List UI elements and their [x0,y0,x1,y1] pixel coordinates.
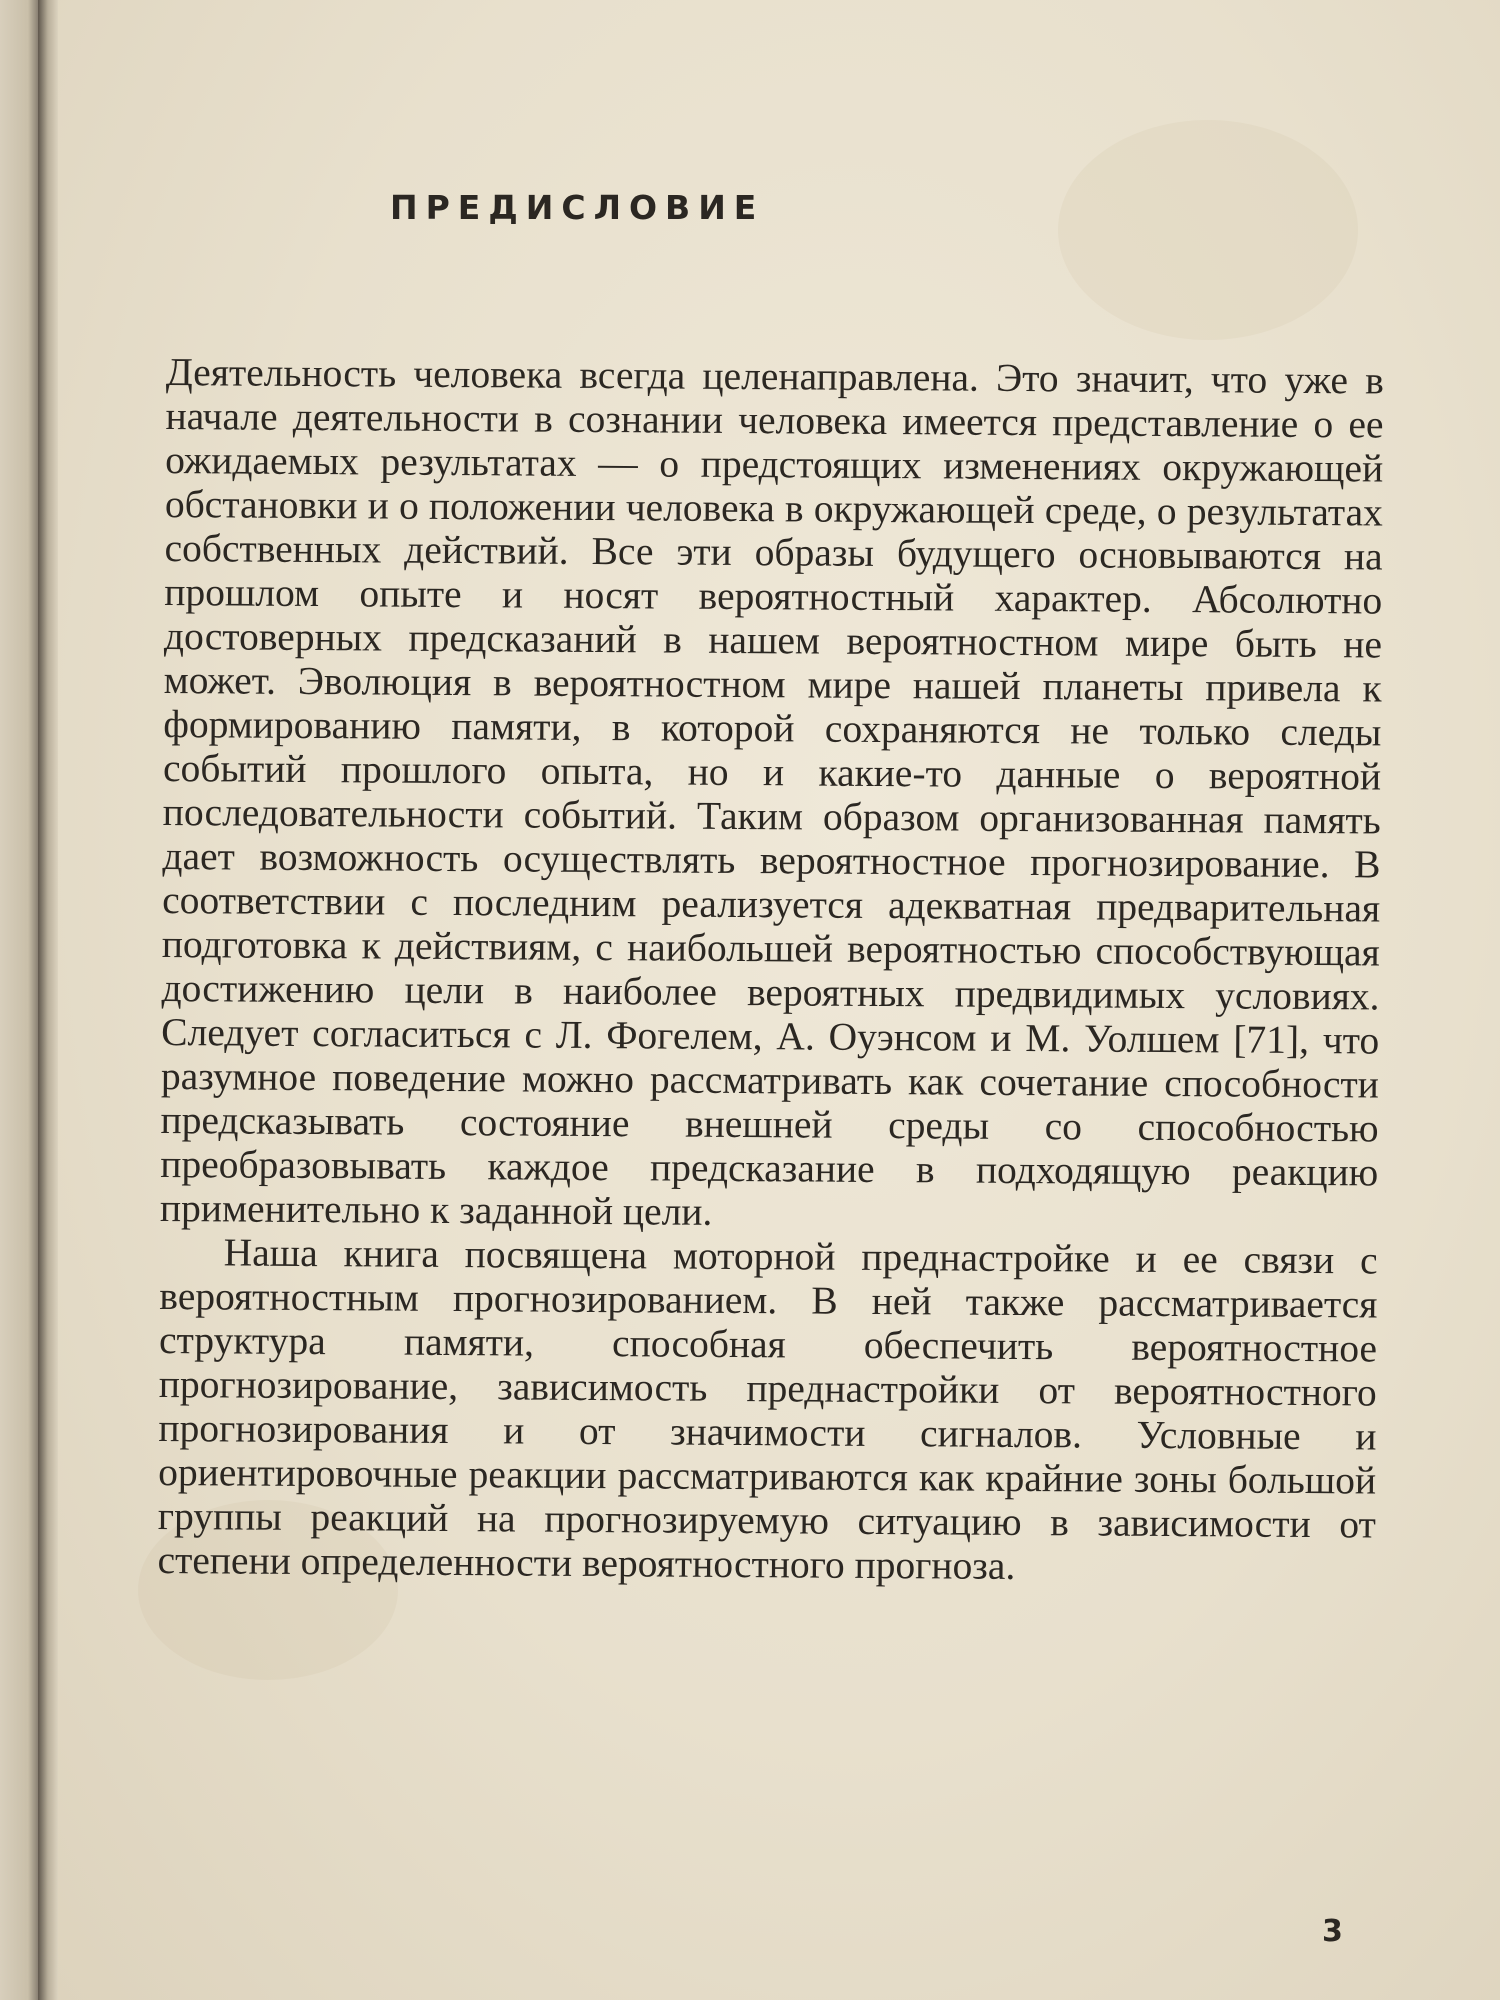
book-gutter [38,0,60,2000]
body-text [157,350,1384,1590]
paragraph-2: Наша книга посвящена моторной преднастройке и ее связи с вероятностным прогнозированием. В ней также рассматривается структура памяти, способная обеспечить вероятностное прогнозирование, зависимость преднастройки от вероятностного прогнозирования и от значимости сигналов. Условные и ориентировочные реакции рассматриваются как крайние зоны большой группы реакций на прогнозируемую ситуацию в зависимости от степени определенности вероятностного прогноза. [157,1230,1378,1588]
page-title: ПРЕДИСЛОВИЕ [390,188,765,227]
page-number: 3 [1322,1914,1343,1949]
previous-page-edge [0,0,40,2000]
paper-stain [1058,120,1358,340]
paragraph-1: Деятельность человека всегда целенаправлена. Это значит, что уже в начале деятельности в сознании человека имеется представление о ее ожидаемых результатах — о предстоящих изменениях окружающей обстановки и о положении человека в окружающей среде, о результатах собственных действий. Все эти образы будущего основываются на прошлом опыте и носят вероятностный характер. Абсолютно достоверных предсказаний в нашем вероятностном мире быть не может. Эволюция в вероятностном мире нашей планеты привела к формированию памяти, в которой сохраняются не только следы событий прошлого опыта, но и какие-то данные о вероятной последовательности событий. Таким образом организованная память дает возможность осуществлять вероятностное прогнозирование. В соответствии с последним реализуется адекватная предварительная подготовка к действиям, с наибольшей вероятностью способствующая достижению цели в наиболее вероятных предвидимых условиях. Следует согласиться с Л. Фогелем, А. Оуэнсом и М. Уолшем [71], что разумное поведение можно рассматривать как сочетание способности предсказывать состояние внешней среды со способностью преобразовывать каждое предсказание в подходящую реакцию применительно к заданной цели. [159,350,1384,1234]
